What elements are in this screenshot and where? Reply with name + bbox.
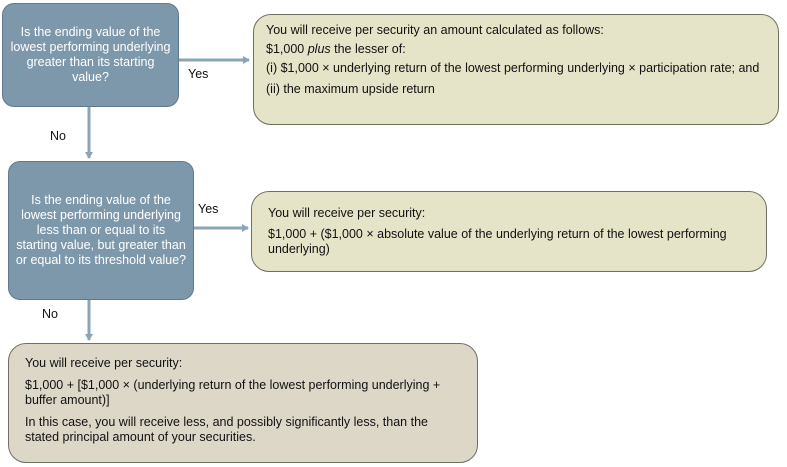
outcome-3-line-2: $1,000 + [$1,000 × (underlying return of the lowest performing underlying + buffer amount)]: [25, 378, 441, 407]
no-label-2: No: [42, 307, 58, 321]
question-1-box: [2, 3, 179, 107]
outcome-3-line-3: In this case, you will receive less, and possibly significantly less, than the stated principal amount of your securities.: [25, 415, 428, 444]
outcome-1-line-4: (ii) the maximum upside return: [266, 82, 435, 96]
question-1-text: Is the ending value of the lowest performing underlying greater than its starting value?: [10, 25, 171, 84]
outcome-2-box: [251, 191, 767, 272]
outcome-3-line-1: You will receive per security:: [25, 356, 183, 370]
outcome-1-line-1: You will receive per security an amount calculated as follows:: [266, 23, 604, 37]
outcome-3-box: [8, 343, 478, 463]
yes-label-1: Yes: [188, 67, 209, 81]
yes-label-2: Yes: [198, 202, 219, 216]
outcome-2-line-2: $1,000 + ($1,000 × absolute value of the underlying return of the lowest performing underlying): [268, 227, 727, 256]
outcome-1-line-3: (i) $1,000 × underlying return of the lowest performing underlying × participation rate; and: [266, 61, 760, 75]
question-2-text: Is the ending value of the lowest performing underlying less than or equal to its starting value, but greater than or equal to its threshold value?: [15, 193, 187, 267]
outcome-1-box: [253, 14, 779, 125]
no-label-1: No: [50, 129, 66, 143]
outcome-2-line-1: You will receive per security:: [268, 206, 426, 220]
outcome-1-line-2: $1,000 plus the lesser of:: [266, 42, 406, 56]
question-2-box: [8, 161, 194, 300]
